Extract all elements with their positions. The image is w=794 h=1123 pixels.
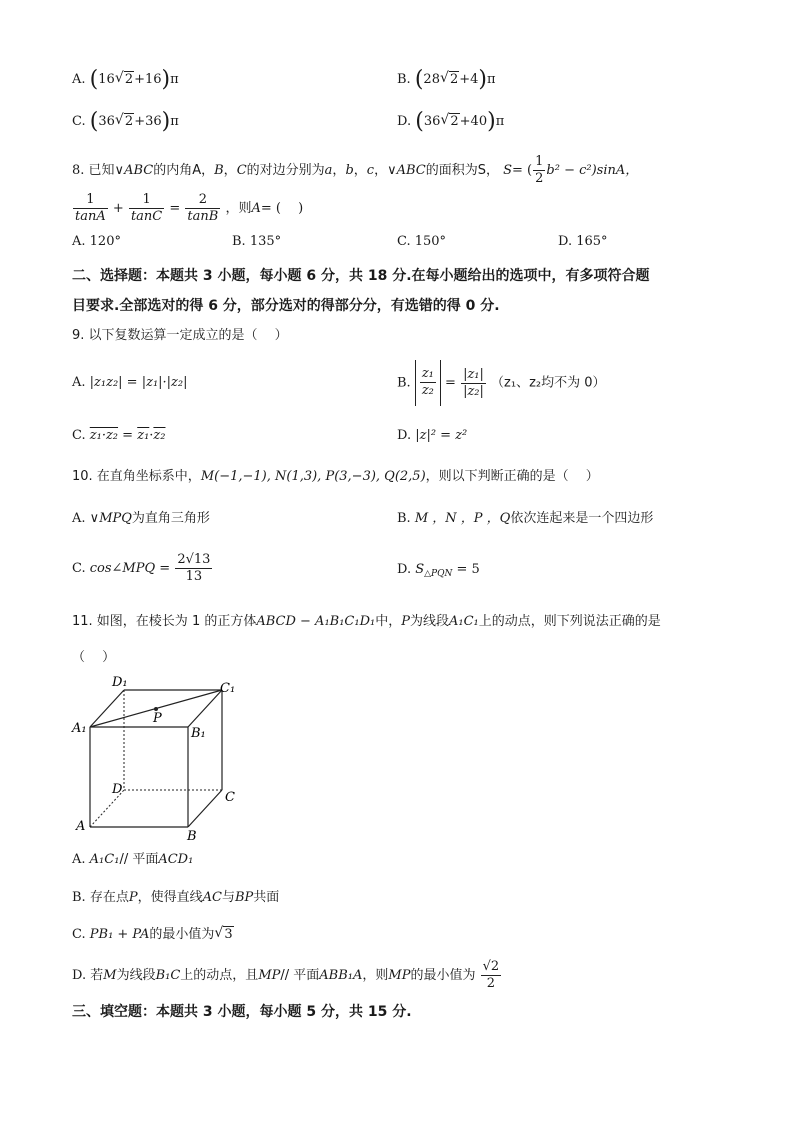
- text: 与: [221, 890, 235, 905]
- q7-option-c: [72, 109, 179, 134]
- option-label: D.: [397, 114, 412, 129]
- coef: 16: [98, 72, 115, 87]
- text: ，: [332, 163, 346, 178]
- q8-stem-line2: [72, 192, 303, 226]
- edge-B1C1: [188, 690, 222, 727]
- text: 存在点: [89, 890, 129, 905]
- text: ，: [223, 163, 237, 178]
- text: ，∨: [374, 163, 397, 178]
- text: 的最小值为: [149, 927, 215, 942]
- fraction: [461, 367, 486, 400]
- fraction-1: [73, 192, 108, 225]
- text: 为线段: [116, 968, 156, 983]
- expression: PB₁ + PA: [89, 927, 150, 942]
- points: M(−1,−1), N(1,3), P(3,−3), Q(2,5): [200, 469, 426, 484]
- option-label: D.: [397, 428, 412, 443]
- operator: +: [112, 201, 124, 216]
- cube-name: ABCD − A₁B₁C₁D₁: [256, 614, 376, 629]
- option-label: A.: [72, 375, 86, 390]
- coef: 36: [98, 114, 115, 129]
- operator: =: [122, 428, 134, 443]
- text: ，则以下判断正确的是（ ）: [425, 469, 599, 484]
- q11-stem: [72, 612, 661, 632]
- var: BP: [234, 890, 254, 905]
- numerator: 2√13: [177, 552, 211, 567]
- label-B: B: [187, 829, 197, 844]
- radicand: 2: [449, 72, 459, 87]
- addend: +16: [134, 72, 162, 87]
- pi: π: [170, 114, 179, 129]
- denominator: 2: [486, 976, 496, 991]
- text: 中，: [375, 614, 402, 629]
- numerator: |z₁|: [463, 366, 484, 382]
- sqrt: [115, 112, 134, 132]
- expression: |z₁z₂| = |z₁|·|z₂|: [89, 375, 188, 390]
- edge-A1D1: [90, 690, 124, 727]
- text: ，使得直线: [137, 890, 203, 905]
- option-label: B.: [397, 72, 411, 87]
- operator: =: [169, 201, 181, 216]
- q7-option-d: [397, 109, 505, 134]
- text: 为线段: [409, 614, 449, 629]
- expression: cos∠MPQ =: [89, 561, 171, 576]
- label-P: P: [153, 711, 162, 726]
- label-A: A: [76, 819, 86, 834]
- q10-stem: [72, 467, 599, 487]
- var: b: [345, 163, 354, 178]
- text: 上的动点，则下列说法正确的是: [478, 614, 661, 629]
- pi: π: [495, 114, 505, 129]
- var: P: [401, 614, 410, 629]
- radicand: 2: [124, 114, 134, 129]
- paren-open: (: [89, 67, 99, 92]
- var: a: [324, 163, 333, 178]
- paren-close: ): [161, 67, 171, 92]
- addend: +40: [459, 114, 488, 129]
- text: ，则: [225, 201, 252, 216]
- q8-option-a: A. 120°: [72, 234, 121, 249]
- edge-BC: [188, 790, 222, 827]
- numerator: √2: [482, 959, 500, 974]
- expression: z₁·z₂: [89, 428, 119, 443]
- expression: |z|² = z²: [415, 428, 468, 443]
- var: P: [128, 890, 138, 905]
- q7-option-a: [72, 67, 179, 92]
- fraction-3: [185, 192, 220, 225]
- text: 已知∨: [88, 163, 125, 178]
- text: 若: [90, 968, 104, 983]
- pi: π: [170, 72, 179, 87]
- q9-option-a: [72, 373, 187, 393]
- text: 依次连起来是一个四边形: [510, 511, 654, 526]
- option-label: C.: [72, 428, 86, 443]
- paren-close: ): [478, 67, 488, 92]
- text: 共面: [253, 890, 280, 905]
- section2-heading-line2: 目要求.全部选对的得 6 分，部分选对的得部分分，有选错的得 0 分.: [72, 298, 500, 314]
- sqrt: [440, 112, 459, 132]
- fraction: [481, 959, 502, 992]
- var: A₁C₁: [449, 614, 479, 629]
- expression: z₂: [153, 428, 166, 443]
- text: 10. 在直角坐标系中，: [72, 469, 201, 484]
- q9-option-d: [397, 426, 467, 446]
- var: ACD₁: [158, 852, 194, 867]
- var: M: [103, 968, 117, 983]
- radicand: 3: [224, 927, 233, 942]
- operator: ·: [149, 428, 154, 443]
- fraction: [420, 366, 436, 399]
- fraction-half: [533, 154, 545, 187]
- text: 的对边分别为: [246, 163, 325, 178]
- option-label: D.: [72, 968, 87, 983]
- q10-option-a: [72, 509, 210, 529]
- sqrt: [214, 925, 233, 945]
- label-C1: C₁: [220, 681, 236, 696]
- q11-option-c: [72, 925, 234, 945]
- sqrt: [440, 70, 459, 90]
- paren-close: ): [487, 109, 496, 134]
- q8-stem-line1: [72, 154, 638, 187]
- option-label: B.: [72, 890, 86, 905]
- coef: 36: [423, 114, 441, 129]
- radicand: 2: [124, 72, 134, 87]
- text: 的面积为S，: [425, 163, 499, 178]
- fraction: [175, 552, 212, 585]
- paren-close: ): [161, 109, 171, 134]
- var: MP: [258, 968, 281, 983]
- fraction-2: [129, 192, 164, 225]
- var: C: [236, 163, 247, 178]
- q8-option-c: C. 150°: [397, 234, 447, 249]
- paren-open: (: [415, 109, 424, 134]
- q11-option-b: [72, 888, 279, 908]
- var: A₁C₁: [89, 852, 120, 867]
- paren-open: (: [89, 109, 99, 134]
- option-label: C.: [72, 561, 86, 576]
- abs-fraction: [415, 360, 441, 406]
- text: ，: [353, 163, 367, 178]
- section2-heading-line1: 二、选择题：本题共 3 小题，每小题 6 分，共 18 分.在每小题给出的选项中，有多项符合题: [72, 268, 650, 284]
- denominator: 13: [185, 569, 203, 584]
- sqrt: [115, 70, 134, 90]
- label-A1: A₁: [72, 721, 87, 736]
- denominator: |z₂|: [463, 383, 484, 399]
- denominator: tanC: [130, 209, 163, 224]
- option-label: D.: [397, 562, 412, 577]
- cube-figure: [70, 672, 250, 844]
- numerator: 2: [185, 192, 220, 209]
- addend: +4: [459, 72, 479, 87]
- denominator: tanA: [75, 209, 106, 224]
- label-D: D: [112, 782, 123, 797]
- subscript: △PQN: [424, 569, 453, 579]
- q9-stem: 9. 以下复数运算一定成立的是（ ）: [72, 328, 288, 343]
- text: = ( ): [260, 201, 304, 216]
- option-label: C.: [72, 927, 86, 942]
- text: 为直角三角形: [131, 511, 210, 526]
- label-C: C: [225, 790, 235, 805]
- denominator: z₂: [421, 383, 434, 398]
- paren-open: (: [414, 67, 424, 92]
- q11-option-a: [72, 850, 193, 870]
- q8-option-d: D. 165°: [558, 234, 608, 249]
- text: 11. 如图，在棱长为 1 的正方体: [72, 614, 257, 629]
- text: = (: [512, 163, 533, 178]
- q10-option-d: [397, 560, 480, 584]
- numerator: 1: [73, 192, 108, 209]
- addend: +36: [134, 114, 162, 129]
- radicand: 2: [450, 114, 459, 129]
- var: S: [415, 562, 425, 577]
- label-D1: D₁: [112, 675, 128, 690]
- text: 的内角A，: [153, 163, 215, 178]
- numerator: 1: [129, 192, 164, 209]
- symbol: ∨: [89, 511, 100, 526]
- label-B1: B₁: [191, 726, 206, 741]
- var: ABC: [124, 163, 154, 178]
- option-label: A.: [72, 511, 86, 526]
- var: A: [251, 201, 261, 216]
- q9-option-b: B. $\frac{\text{z₁}}{\text{z₂}}$ = $\frac{\text{|z₁|}}{\text{|z₂|}}$ （z₁、z₂均不为 0）: [397, 360, 606, 407]
- question-number: 8.: [72, 163, 85, 178]
- text: // 平面: [119, 852, 159, 867]
- var: B: [214, 163, 224, 178]
- option-label: C.: [72, 114, 86, 129]
- q10-option-b: [397, 509, 653, 529]
- vars: M ，N ，P ，Q: [414, 511, 511, 526]
- var: MP: [388, 968, 411, 983]
- denominator: 2: [535, 171, 544, 186]
- expression: z₁: [137, 428, 150, 443]
- q10-option-c: [72, 546, 213, 592]
- option-label: B.: [397, 375, 411, 391]
- q11-answer-paren: （ ）: [72, 650, 116, 665]
- text: 上的动点，且: [180, 968, 259, 983]
- option-label: A.: [72, 852, 86, 867]
- numerator: 1: [535, 154, 544, 169]
- option-label: B.: [397, 511, 411, 526]
- var: B₁C: [155, 968, 181, 983]
- var: AC: [202, 890, 222, 905]
- text: b² − c²)sinA，: [546, 163, 639, 178]
- coef: 28: [423, 72, 440, 87]
- q11-option-d: [72, 956, 502, 996]
- option-label: A.: [72, 72, 86, 87]
- q8-option-b: B. 135°: [232, 234, 282, 249]
- var: c: [366, 163, 375, 178]
- var: ABB₁A: [319, 968, 363, 983]
- note: （z₁、z₂均不为 0）: [491, 375, 606, 391]
- section3-heading: 三、填空题：本题共 3 小题，每小题 5 分，共 15 分.: [72, 1004, 412, 1020]
- q9-option-c: [72, 426, 165, 446]
- text: // 平面: [280, 968, 320, 983]
- var: ABC: [396, 163, 426, 178]
- text: ，则: [362, 968, 389, 983]
- numerator: z₁: [421, 366, 434, 381]
- text: 的最小值为: [410, 968, 476, 983]
- pi: π: [487, 72, 496, 87]
- text: = 5: [456, 562, 480, 577]
- var: S: [503, 163, 513, 178]
- var: MPQ: [99, 511, 132, 526]
- denominator: tanB: [187, 209, 219, 224]
- q7-option-b: [397, 67, 496, 92]
